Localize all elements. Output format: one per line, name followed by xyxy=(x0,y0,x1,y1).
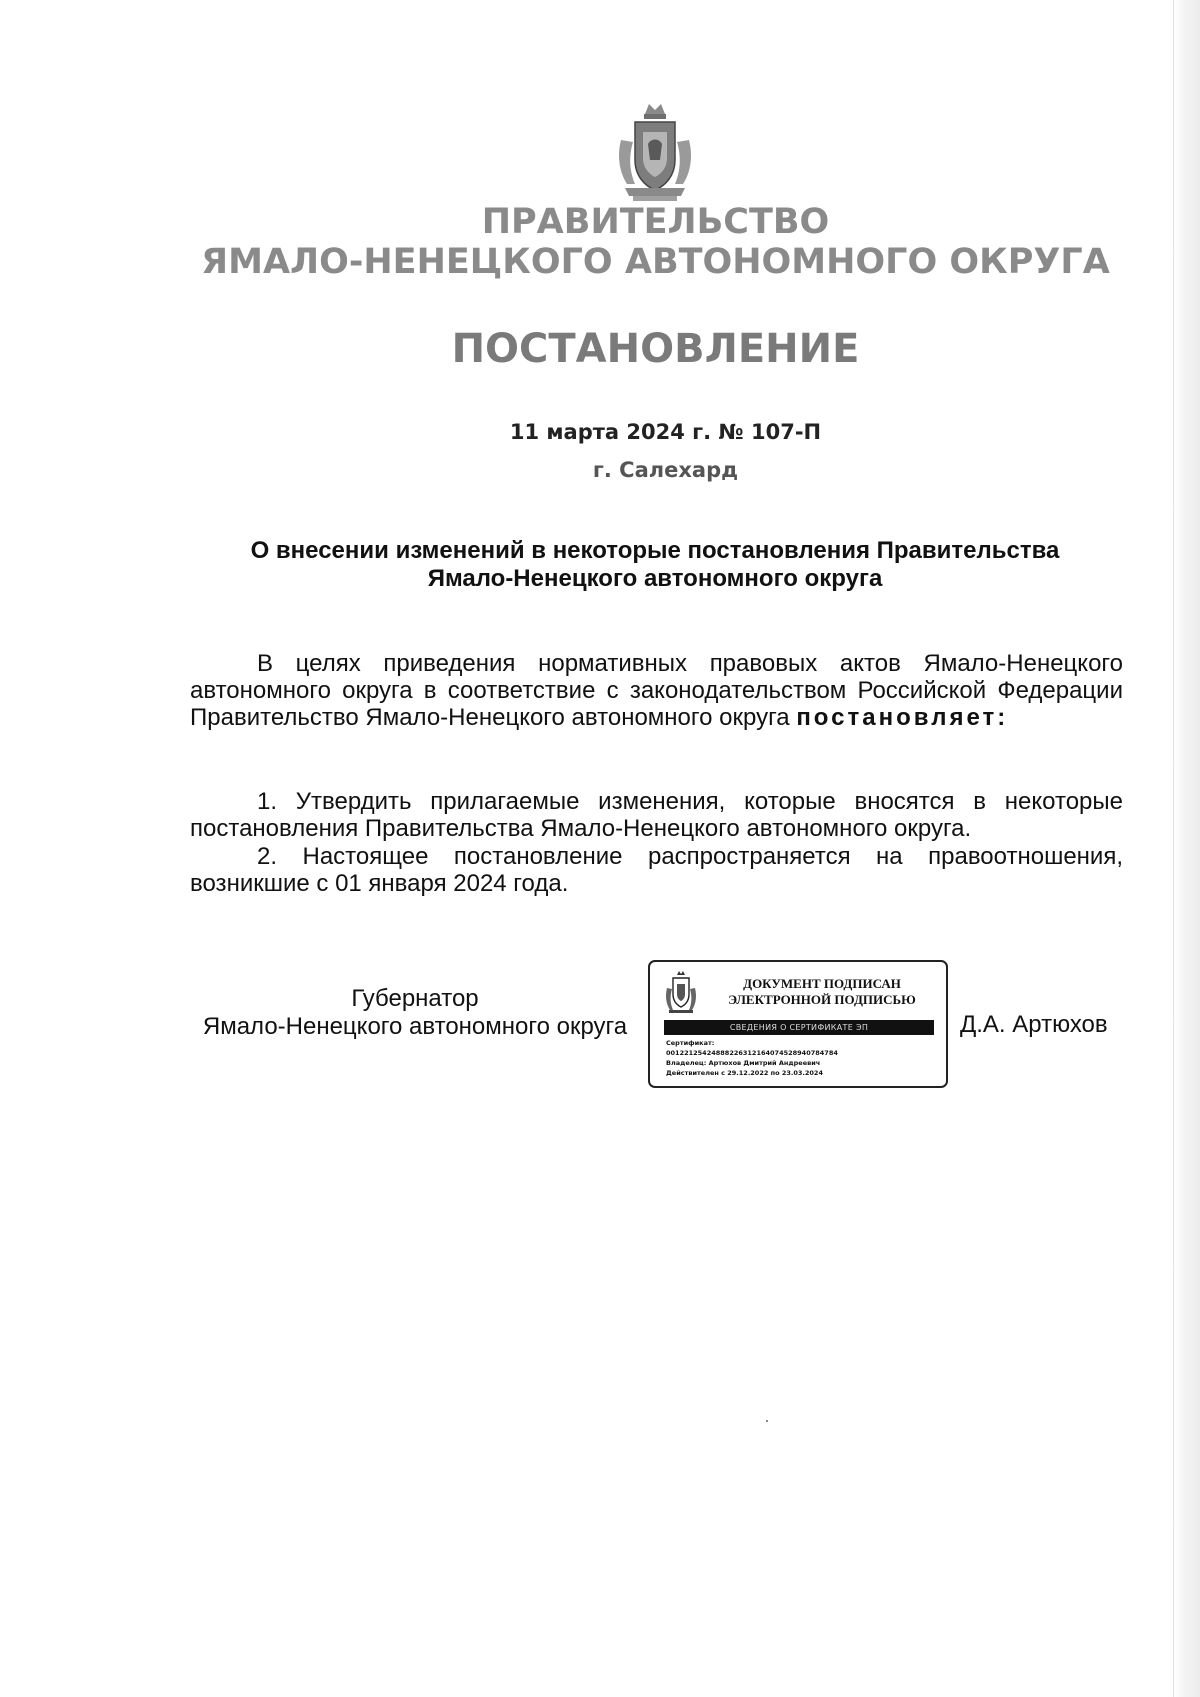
document-city: г. Салехард xyxy=(592,458,739,482)
stamp-heading-line1: ДОКУМЕНТ ПОДПИСАН xyxy=(743,976,901,991)
org-name-line1: ПРАВИТЕЛЬСТВО xyxy=(481,202,830,242)
org-name-line2: ЯМАЛО-НЕНЕЦКОГО АВТОНОМНОГО ОКРУГА xyxy=(201,242,1110,282)
preamble-verb: постановляет: xyxy=(796,704,1009,731)
signer-position-line1: Губернатор xyxy=(351,985,479,1012)
document-date-number: 11 марта 2024 г. № 107-П xyxy=(509,420,822,444)
document-subject xyxy=(190,537,1120,593)
stamp-heading-line2: ЭЛЕКТРОННОЙ ПОДПИСЬЮ xyxy=(728,992,916,1007)
subject-line1: О внесении изменений в некоторые постановления Правительства xyxy=(250,537,1060,564)
preamble-text: В целях приведения нормативных правовых актов Ямало-Ненецкого автономного округа в соответствие с законодательством Российской Федерации Правительство Ямало-Ненецкого автономного округа xyxy=(190,650,1123,731)
stamp-certificate-bar: СВЕДЕНИЯ О СЕРТИФИКАТЕ ЭП xyxy=(664,1020,934,1035)
coat-of-arms-icon xyxy=(615,100,695,204)
item-1-paragraph: 1. Утвердить прилагаемые изменения, которые вносятся в некоторые постановления Правительства Ямало-Ненецкого автономного округа. xyxy=(190,788,1123,842)
stamp-validity: Действителен с 29.12.2022 по 23.03.2024 xyxy=(666,1069,823,1077)
signer-name: Д.А. Артюхов xyxy=(960,1011,1108,1038)
stamp-cert-number: 00122125424888226312164074528940784784 xyxy=(666,1049,838,1057)
stamp-owner: Владелец: Артюхов Дмитрий Андреевич xyxy=(666,1059,821,1067)
stamp-cert-label: Сертификат: xyxy=(666,1039,715,1047)
document-type: ПОСТАНОВЛЕНИЕ xyxy=(451,326,860,372)
signer-position xyxy=(190,985,640,1041)
electronic-signature-stamp xyxy=(648,960,948,1088)
item-2-paragraph: 2. Настоящее постановление распространяется на правоотношения, возникшие с 01 января 2024 года. xyxy=(190,843,1123,897)
preamble-paragraph xyxy=(190,650,1123,731)
scan-speck xyxy=(766,1420,768,1422)
subject-line2: Ямало-Ненецкого автономного округа xyxy=(427,565,883,592)
stamp-coat-of-arms-icon xyxy=(664,970,698,1016)
signer-position-line2: Ямало-Ненецкого автономного округа xyxy=(202,1013,628,1040)
stamp-heading xyxy=(712,976,932,1008)
